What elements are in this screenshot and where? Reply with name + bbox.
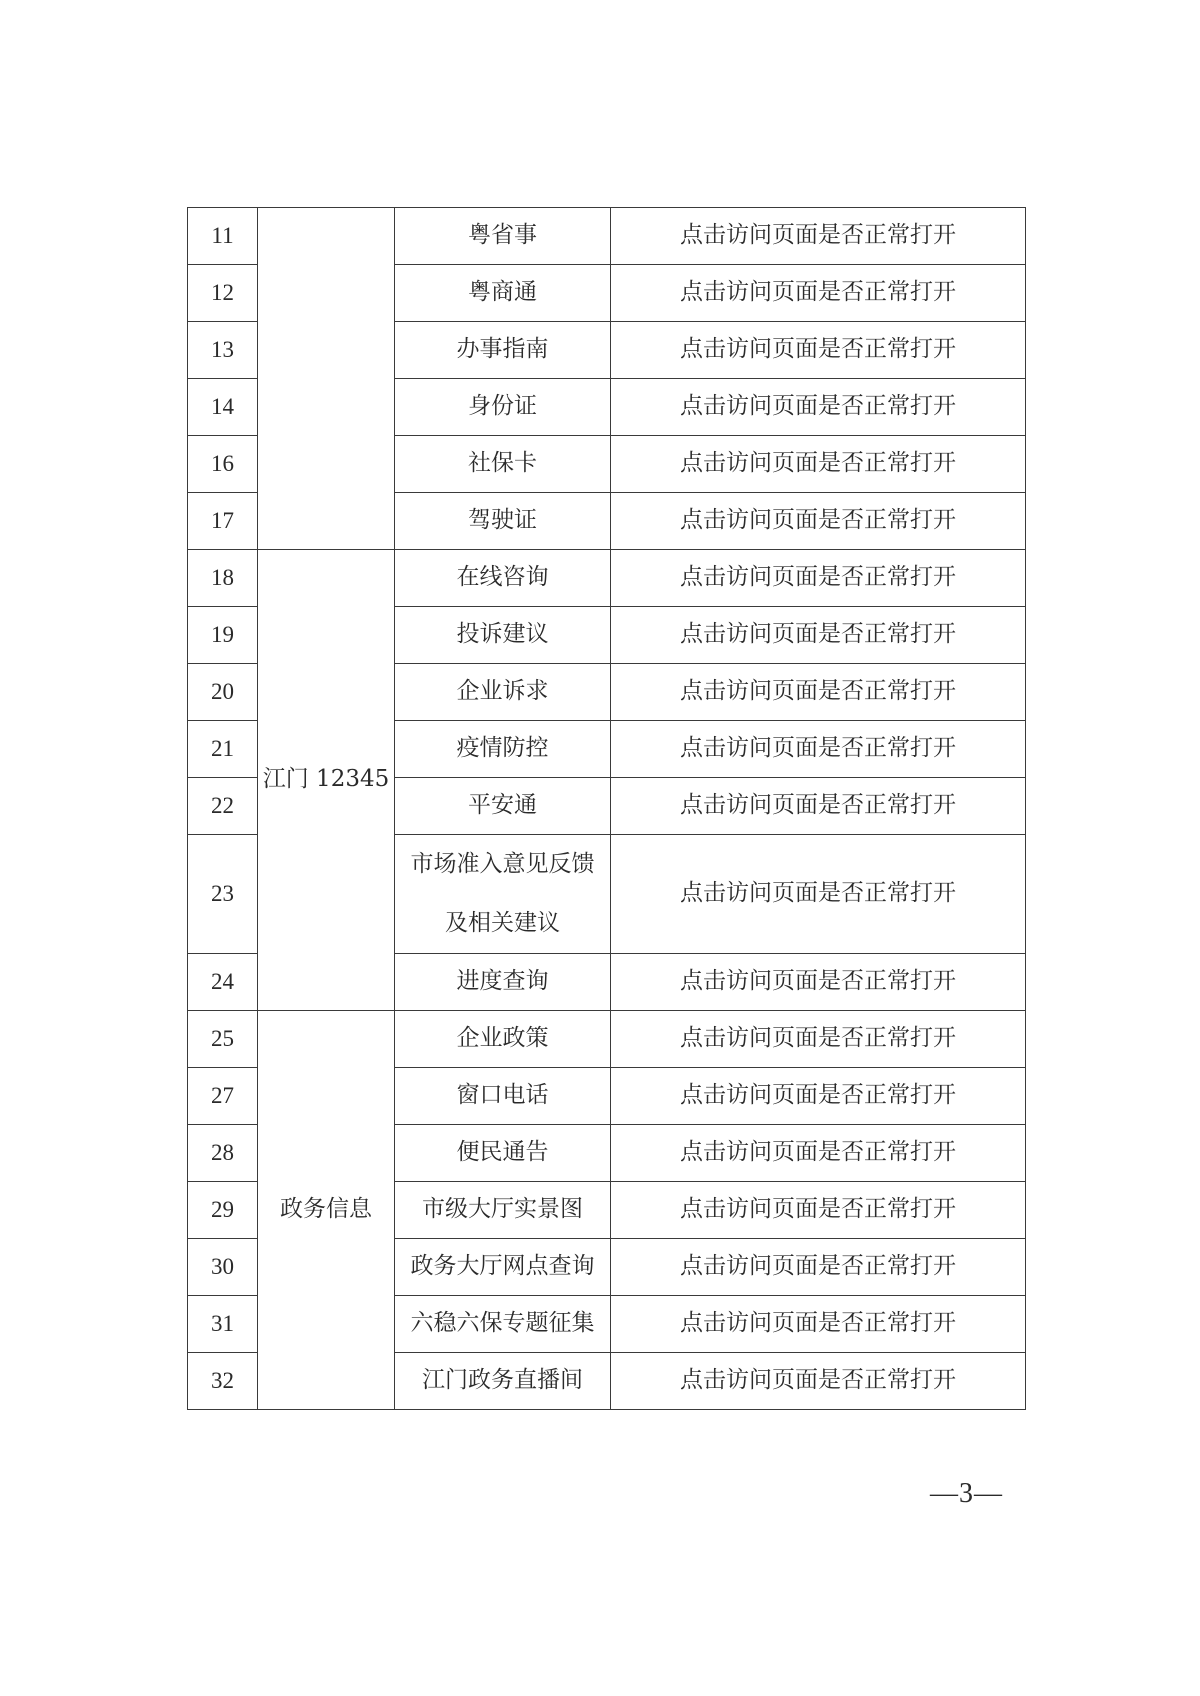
row-number: 25 — [188, 1011, 258, 1068]
check-method: 点击访问页面是否正常打开 — [611, 664, 1026, 721]
group-cell — [258, 208, 395, 550]
item-name: 办事指南 — [395, 322, 611, 379]
row-number: 31 — [188, 1296, 258, 1353]
row-number: 14 — [188, 379, 258, 436]
table-row — [188, 550, 1026, 607]
row-number: 13 — [188, 322, 258, 379]
item-name: 便民通告 — [395, 1125, 611, 1182]
check-method: 点击访问页面是否正常打开 — [611, 208, 1026, 265]
row-number: 24 — [188, 954, 258, 1011]
row-number: 20 — [188, 664, 258, 721]
check-method: 点击访问页面是否正常打开 — [611, 550, 1026, 607]
check-method: 点击访问页面是否正常打开 — [611, 379, 1026, 436]
page-number: —3— — [930, 1478, 1003, 1509]
item-name — [395, 835, 611, 954]
item-name-line: 及相关建议 — [445, 910, 560, 936]
row-number: 29 — [188, 1182, 258, 1239]
row-number: 30 — [188, 1239, 258, 1296]
check-method: 点击访问页面是否正常打开 — [611, 1068, 1026, 1125]
item-name: 企业政策 — [395, 1011, 611, 1068]
row-number: 32 — [188, 1353, 258, 1410]
check-method: 点击访问页面是否正常打开 — [611, 265, 1026, 322]
item-name: 在线咨询 — [395, 550, 611, 607]
item-name: 企业诉求 — [395, 664, 611, 721]
item-name: 窗口电话 — [395, 1068, 611, 1125]
item-name: 粤商通 — [395, 265, 611, 322]
check-method: 点击访问页面是否正常打开 — [611, 607, 1026, 664]
row-number: 12 — [188, 265, 258, 322]
check-method: 点击访问页面是否正常打开 — [611, 721, 1026, 778]
row-number: 16 — [188, 436, 258, 493]
check-method: 点击访问页面是否正常打开 — [611, 1011, 1026, 1068]
check-method: 点击访问页面是否正常打开 — [611, 1353, 1026, 1410]
check-method: 点击访问页面是否正常打开 — [611, 493, 1026, 550]
check-method: 点击访问页面是否正常打开 — [611, 1296, 1026, 1353]
item-name: 驾驶证 — [395, 493, 611, 550]
item-name: 江门政务直播间 — [395, 1353, 611, 1410]
row-number: 22 — [188, 778, 258, 835]
item-name: 进度查询 — [395, 954, 611, 1011]
item-name: 政务大厅网点查询 — [395, 1239, 611, 1296]
group-cell: 江门 12345 — [258, 550, 395, 1011]
group-cell: 政务信息 — [258, 1011, 395, 1410]
row-number: 18 — [188, 550, 258, 607]
check-method: 点击访问页面是否正常打开 — [611, 436, 1026, 493]
item-name: 平安通 — [395, 778, 611, 835]
item-name: 市级大厅实景图 — [395, 1182, 611, 1239]
row-number: 23 — [188, 835, 258, 954]
row-number: 19 — [188, 607, 258, 664]
check-method: 点击访问页面是否正常打开 — [611, 778, 1026, 835]
table-row — [188, 208, 1026, 265]
check-method: 点击访问页面是否正常打开 — [611, 1239, 1026, 1296]
check-method: 点击访问页面是否正常打开 — [611, 1125, 1026, 1182]
row-number: 17 — [188, 493, 258, 550]
table-row — [188, 1011, 1026, 1068]
item-name-line: 市场准入意见反馈 — [410, 851, 595, 877]
check-method: 点击访问页面是否正常打开 — [611, 1182, 1026, 1239]
checklist-table — [187, 207, 1026, 1410]
item-name: 粤省事 — [395, 208, 611, 265]
check-method: 点击访问页面是否正常打开 — [611, 835, 1026, 954]
item-name: 身份证 — [395, 379, 611, 436]
row-number: 21 — [188, 721, 258, 778]
item-name: 疫情防控 — [395, 721, 611, 778]
row-number: 27 — [188, 1068, 258, 1125]
item-name: 六稳六保专题征集 — [395, 1296, 611, 1353]
item-name: 投诉建议 — [395, 607, 611, 664]
check-method: 点击访问页面是否正常打开 — [611, 322, 1026, 379]
check-method: 点击访问页面是否正常打开 — [611, 954, 1026, 1011]
row-number: 11 — [188, 208, 258, 265]
item-name: 社保卡 — [395, 436, 611, 493]
row-number: 28 — [188, 1125, 258, 1182]
